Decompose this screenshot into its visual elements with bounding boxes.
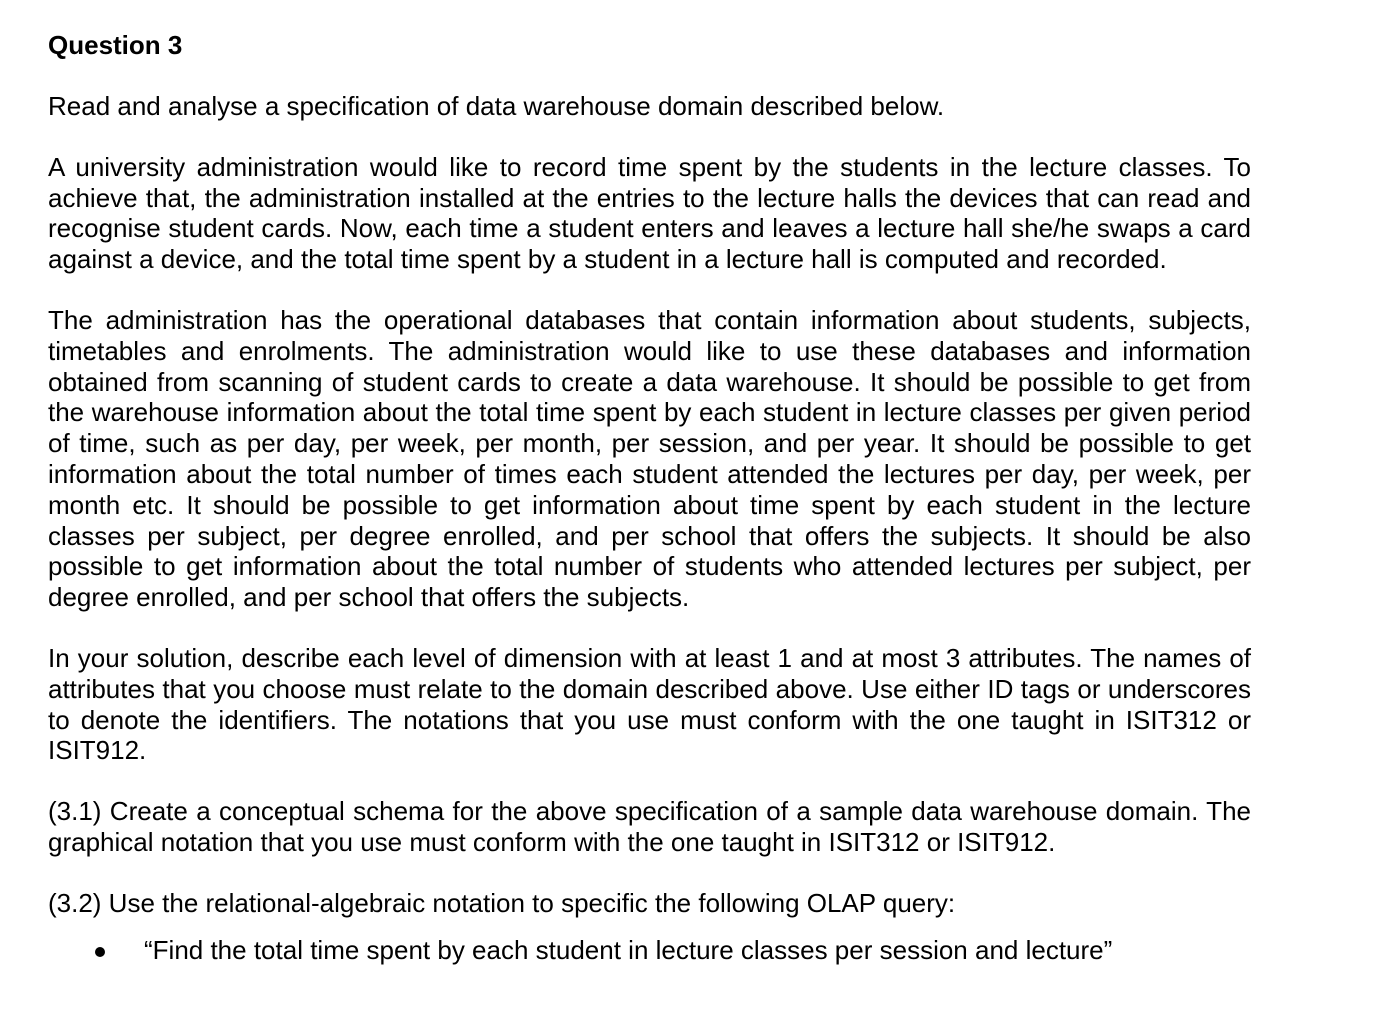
bullet-dot-icon (95, 947, 105, 957)
question-heading: Question 3 (48, 30, 183, 60)
olap-query-bullet (48, 935, 1251, 966)
task-3-1-paragraph: (3.1) Create a conceptual schema for the above specification of a sample data warehouse domain. The graphical notation that you use must conform with the one taught in ISIT312 or ISIT912. (48, 796, 1251, 857)
task-3-2-paragraph: (3.2) Use the relational-algebraic notation to specific the following OLAP query: (48, 887, 956, 918)
scenario-paragraph: A university administration would like to record time spent by the students in the lecture classes. To achieve that, the administration installed at the entries to the lecture halls the devices that can read and recognise student cards. Now, each time a student enters and leaves a lecture hall she/he swaps a card against a device, and the total time spent by a student in a lecture hall is computed and recorded. (48, 151, 1251, 275)
intro-paragraph: Read and analyse a specification of data warehouse domain described below. (48, 91, 945, 121)
instructions-paragraph: In your solution, describe each level of dimension with at least 1 and at most 3 attributes. The names of attributes that you choose must relate to the domain described above. Use either ID tags or underscores to denote the identifiers. The notations that you use must conform with the one taught in ISIT312 or ISIT912. (48, 642, 1251, 766)
question-document (48, 30, 1251, 966)
requirements-paragraph: The administration has the operational databases that contain information about students, subjects, timetables and enrolments. The administration would like to use these databases and information obtained from scanning of student cards to create a data warehouse. It should be possible to get from the warehouse information about the total time spent by each student in lecture classes per given period of time, such as per day, per week, per month, per session, and per year. It should be possible to get information about the total number of times each student attended the lectures per day, per week, per month etc. It should be possible to get information about time spent by each student in the lecture classes per subject, per degree enrolled, and per school that offers the subjects. It should be also possible to get information about the total number of students who attended lectures per subject, per degree enrolled, and per school that offers the subjects. (48, 304, 1251, 613)
olap-query-text: “Find the total time spent by each student in lecture classes per session and lecture” (144, 934, 1113, 965)
